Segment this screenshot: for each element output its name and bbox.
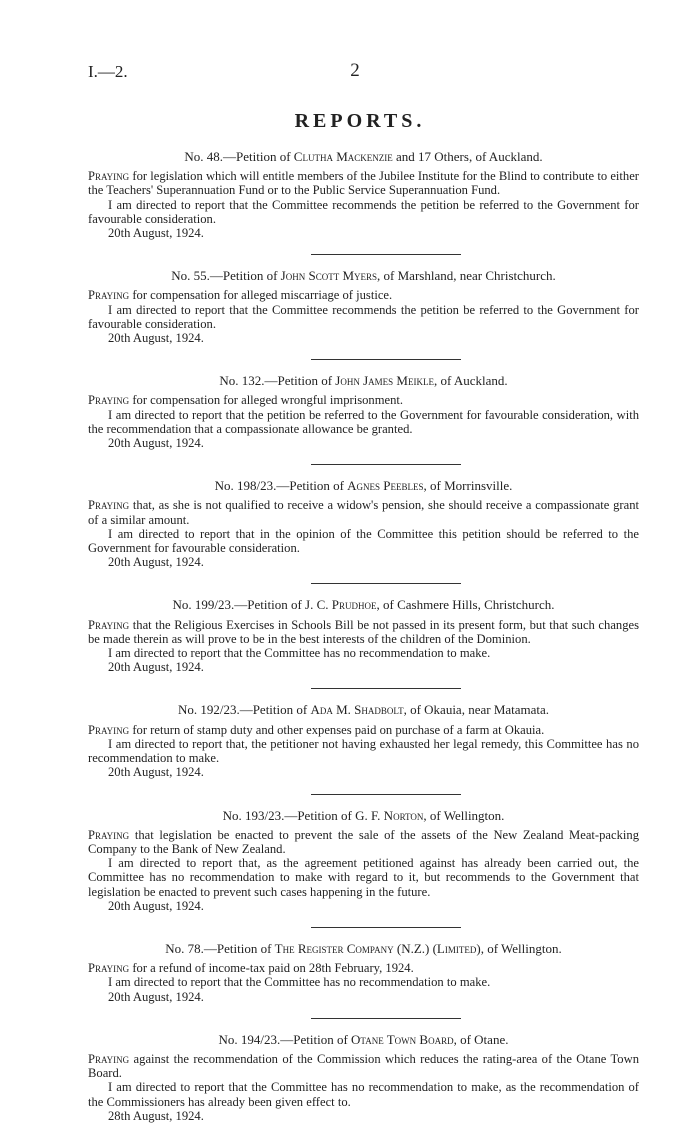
report-date: 20th August, 1924.	[108, 989, 204, 1004]
praying-word: Praying	[88, 617, 130, 632]
reports-body	[88, 150, 639, 1123]
petition-number: No. 132.—Petition of	[219, 373, 336, 389]
divider	[311, 359, 461, 360]
praying-paragraph	[88, 1052, 639, 1080]
report-date: 20th August, 1924.	[108, 765, 204, 780]
praying-text: for a refund of income-tax paid on 28th February, 1924.	[129, 961, 414, 976]
petition-entry	[88, 479, 639, 569]
petition-title	[88, 703, 639, 717]
report-date: 20th August, 1924.	[108, 331, 204, 346]
petition-entry	[88, 150, 639, 240]
divider	[311, 794, 461, 795]
praying-paragraph	[88, 618, 639, 646]
divider	[311, 464, 461, 465]
report-text: I am directed to report that the Committee has no recommendation to make.	[108, 975, 491, 990]
petition-entry	[88, 269, 639, 345]
divider	[311, 688, 461, 689]
petition-number: No. 55.—Petition of	[171, 268, 281, 284]
praying-text: for compensation for alleged miscarriage of justice.	[129, 288, 393, 303]
report-date: 20th August, 1924.	[108, 436, 204, 451]
petition-number: No. 192/23.—Petition of	[177, 702, 311, 718]
divider	[311, 583, 461, 584]
report-text: I am directed to report that the petition be referred to the Government for favourable consideration, with the recommendation that a compassionate allowance be granted.	[88, 407, 639, 436]
petitioner-name: John Scott Myers	[280, 268, 378, 284]
petitioner-name: J. C. Prudhoe	[305, 597, 377, 613]
petitioner-name: Otane Town Board	[351, 1031, 454, 1047]
divider	[311, 254, 461, 255]
petitioner-name: Agnes Peebles	[347, 478, 424, 494]
petitioner-name: Clutha Mackenzie	[293, 149, 393, 164]
petition-entry	[88, 374, 639, 450]
praying-word: Praying	[88, 827, 130, 842]
paper-reference: I.—2.	[88, 62, 128, 81]
praying-word: Praying	[88, 288, 130, 303]
petition-number: No. 194/23.—Petition of	[218, 1031, 352, 1047]
report-date: 20th August, 1924.	[108, 555, 204, 570]
praying-word: Praying	[88, 498, 130, 513]
petition-entry	[88, 942, 639, 1004]
petitioner-location: , of Wellington.	[423, 807, 505, 823]
reports-heading: REPORTS.	[294, 110, 426, 132]
praying-word: Praying	[88, 961, 130, 976]
petition-number: No. 193/23.—Petition of	[222, 807, 356, 823]
petition-title	[88, 809, 639, 823]
petition-number: No. 198/23.—Petition of	[214, 478, 348, 494]
petitioner-location: , of Otane.	[453, 1031, 509, 1047]
petition-entry	[88, 598, 639, 674]
petition-title	[88, 479, 639, 493]
petition-number: No. 78.—Petition of	[165, 940, 275, 956]
praying-text: that, as she is not qualified to receive a widow's pension, she should receive a compassionate grant of a similar amount.	[88, 498, 639, 527]
report-date: 20th August, 1924.	[108, 226, 204, 241]
praying-word: Praying	[88, 722, 130, 737]
petition-title	[88, 269, 639, 283]
page-number: 2	[350, 60, 360, 81]
report-date: 20th August, 1924.	[108, 898, 204, 913]
praying-paragraph	[88, 393, 639, 407]
praying-text: for return of stamp duty and other expenses paid on purchase of a farm at Okauia.	[129, 722, 545, 737]
petitioner-location: , of Okauia, near Matamata.	[403, 702, 550, 718]
report-text: I am directed to report that, the petitioner not having exhausted her legal remedy, this Committee has no recommendation to make.	[88, 736, 639, 766]
report-date: 20th August, 1924.	[108, 660, 204, 675]
petitioner-location: , of Auckland.	[433, 373, 508, 389]
petitioner-location: and 17 Others, of Auckland.	[392, 149, 543, 164]
divider	[311, 1018, 461, 1019]
petition-number: No. 48.—Petition of	[184, 149, 294, 164]
petition-title	[88, 1033, 639, 1047]
report-text: I am directed to report that the Committee has no recommendation to make, as the recommendation of the Commissioners has already been given effect to.	[88, 1080, 639, 1109]
petition-entry	[88, 703, 639, 779]
petitioner-location: , of Morrinsville.	[423, 478, 513, 494]
petitioner-location: , of Wellington.	[480, 940, 562, 956]
report-text: I am directed to report that, as the agreement petitioned against has already been carried out, the Committee has no recommendation to make with regard to it, but recommends to the Government that legislation be enacted to prevent such cases happening in the future.	[88, 856, 639, 899]
praying-paragraph	[88, 828, 639, 856]
praying-word: Praying	[88, 169, 130, 184]
petitioner-name: Ada M. Shadbolt	[310, 702, 404, 718]
petition-number: No. 199/23.—Petition of	[172, 597, 306, 613]
report-text: I am directed to report that the Committee has no recommendation to make.	[108, 646, 491, 661]
petitioner-name: John James Meikle	[335, 373, 434, 389]
petition-title	[88, 598, 639, 612]
praying-text: that legislation be enacted to prevent the sale of the assets of the New Zealand Meat-packing Company to the Bank of New Zealand.	[88, 827, 639, 856]
praying-word: Praying	[88, 1051, 130, 1066]
praying-text: against the recommendation of the Commission which reduces the rating-area of the Otane Town Board.	[88, 1051, 639, 1081]
report-date: 28th August, 1924.	[108, 1108, 204, 1123]
report-text: I am directed to report that the Committee recommends the petition be referred to the Government for favourable consideration.	[88, 302, 639, 331]
petitioner-name: G. F. Norton	[355, 807, 424, 823]
petition-entry	[88, 809, 639, 913]
praying-word: Praying	[88, 393, 130, 408]
petition-entry	[88, 1033, 639, 1123]
praying-paragraph	[88, 498, 639, 526]
praying-text: for compensation for alleged wrongful imprisonment.	[129, 393, 404, 408]
petitioner-name: The Register Company (N.Z.) (Limited)	[274, 940, 481, 956]
divider	[311, 927, 461, 928]
petition-title	[88, 374, 639, 388]
report-text: I am directed to report that in the opinion of the Committee this petition should be referred to the Government for favourable consideration.	[88, 526, 639, 556]
praying-paragraph	[88, 169, 639, 197]
petition-title	[88, 942, 639, 956]
petitioner-location: , of Cashmere Hills, Christchurch.	[376, 597, 555, 613]
report-text: I am directed to report that the Committee recommends the petition be referred to the Government for favourable consideration.	[88, 197, 639, 226]
petition-title	[88, 150, 639, 164]
praying-paragraph	[88, 723, 639, 737]
praying-text: for legislation which will entitle members of the Jubilee Institute for the Blind to contribute to either the Teachers' Superannuation Fund or to the Public Service Superannuation Fund.	[88, 169, 639, 198]
praying-paragraph	[88, 288, 639, 302]
praying-text: that the Religious Exercises in Schools Bill be not passed in its present form, but that such changes be made therein as will prove to be in the best interests of the children of the Dominion.	[88, 617, 639, 646]
praying-paragraph	[88, 961, 639, 975]
petitioner-location: , of Marshland, near Christchurch.	[377, 268, 556, 284]
page-header	[0, 62, 700, 86]
